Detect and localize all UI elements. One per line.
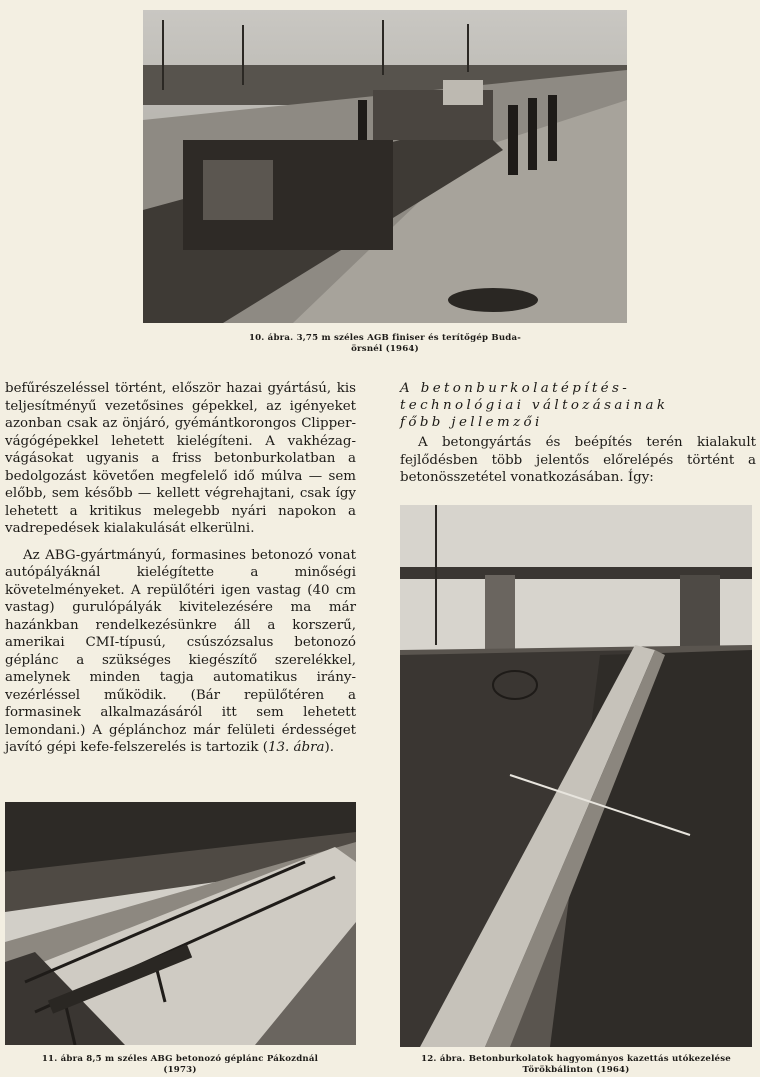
left-paragraph-1: befűrészeléssel történt, először hazai gyártású, kis teljesítményű vezetősines gépekkel, az igényeket azonban csak az önjáró, gyémántkorongos Clipper-vágógépekkel lehetett kielégíteni. A vakhézag-vágásokat ugyanis a friss betonburkolatban a bedolgozást követően megfelelő idő múlva — sem előbb, sem később — kellett végrehajtani, csak így lehetett a kritikus melegebb nyári napokon a vadrepedések kialakulását elkerülni. xyxy=(5,381,356,536)
figure-10-caption xyxy=(230,333,540,355)
section-heading-line1: A betonburkolatépítés- xyxy=(400,381,631,396)
figure-10-caption-line2: örsnél (1964) xyxy=(351,344,419,354)
figure-11-photo xyxy=(5,802,356,1045)
figure-12-caption xyxy=(400,1054,752,1076)
figure-13-reference[interactable]: 13. ábra xyxy=(267,740,325,755)
right-paragraph-1: A betongyártás és beépítés terén kialakult fejlődésben több jelentős előrelépés történt a betonösszetétel vonatkozásában. Így: xyxy=(400,435,756,485)
section-heading-line3: főbb jellemzői xyxy=(400,415,543,430)
figure-10-photo xyxy=(143,10,627,323)
left-paragraph-2-main: Az ABG-gyártmányú, formasines betonozó vonat autópályáknál kielégítette a minőségi követelményeket. A repülőtéri igen vastag (40 cm vastag) gurulópályák kivitelezésére ma már hazánkban rendelkezésünkre áll a korszerű, amerikai CMI-típusú, csúszózsalus betonozó géplánc a szükséges kiegészítő szerelékkel, amelynek minden tagja automatikus irány-vezérléssel működik. (Bár repülőtéren a formasinek alkalmazásáról itt sem lehetett lemondani.) A géplánchoz már felületi érdességet javító gépi kefe-felszerelés is tartozik ( xyxy=(5,547,356,755)
right-column xyxy=(400,434,756,487)
left-paragraph-2-end: ). xyxy=(324,740,334,755)
figure-11-label: 11. ábra xyxy=(41,1054,84,1064)
figure-10-label: 10. ábra. xyxy=(248,333,294,343)
figure-11-caption xyxy=(20,1054,340,1076)
figure-12-caption-line1: Betonburkolatok hagyományos kazettás utókezelése xyxy=(468,1054,731,1064)
section-heading-line2: technológiai változásainak xyxy=(400,398,669,413)
figure-11-caption-line1: 8,5 m széles ABG betonozó géplánc Pákozdnál xyxy=(86,1054,319,1064)
section-heading xyxy=(400,380,756,431)
left-paragraph-2 xyxy=(5,547,356,757)
figure-10-caption-line1: 3,75 m széles AGB finiser és terítőgép Buda- xyxy=(296,333,522,343)
figure-12-label: 12. ábra. xyxy=(421,1054,466,1064)
left-column xyxy=(5,380,356,757)
figure-11-caption-line2: (1973) xyxy=(163,1065,197,1075)
figure-12-photo xyxy=(400,505,752,1047)
figure-12-caption-line2: Törökbálinton (1964) xyxy=(522,1065,630,1075)
